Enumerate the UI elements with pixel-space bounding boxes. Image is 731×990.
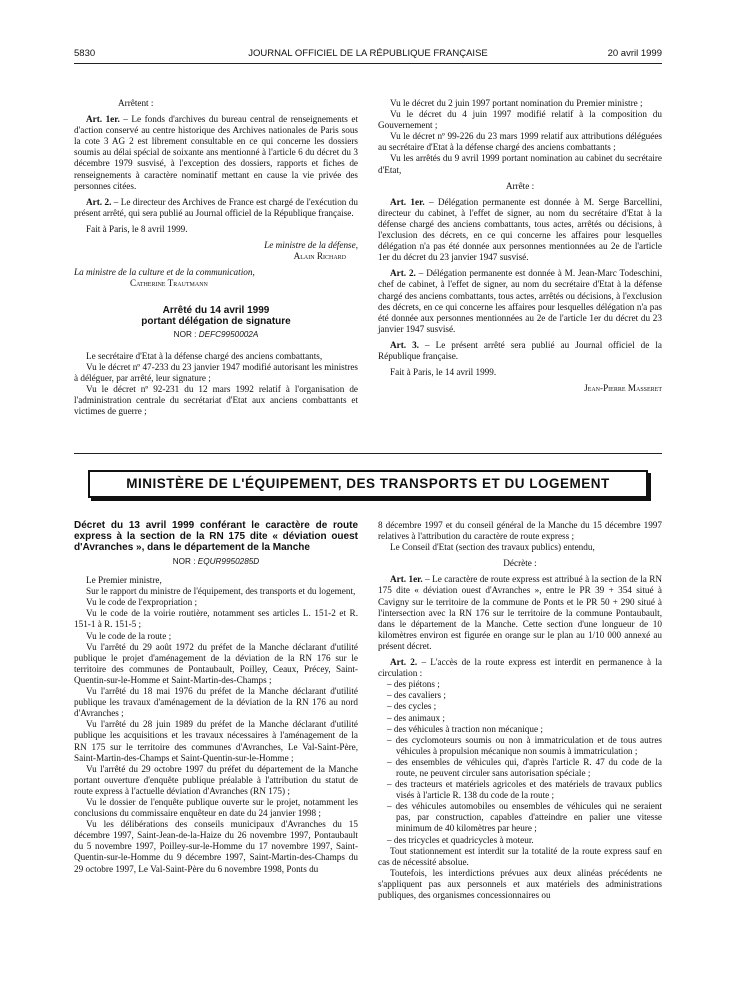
article-label: Art. 3. [390,339,419,350]
vu-decret-99-226: Vu le décret nº 99-226 du 23 mars 1999 relatif aux attributions déléguées au secrétaire d'Etat à la défense chargé des anciens combattants ; [378,131,662,153]
signature: Jean-Pierre Masseret [584,383,662,394]
minister-culture-name: Catherine Trautmann [130,278,208,289]
article-3-publication: Art. 3. – Le présent arrêté sera publié au Journal officiel de la République française. [378,339,662,361]
article-label: Art. 1er. [86,114,120,125]
list-item: – des véhicules à traction non mécanique ; [387,723,543,734]
top-right-column [378,98,662,394]
journal-title: JOURNAL OFFICIEL DE LA RÉPUBLIQUE FRANÇAISE [248,48,488,59]
article-label: Art. 2. [390,657,418,668]
article-label: Art. 1er. [390,196,425,207]
visa-paragraph: Vu l'arrêté du 29 août 1972 du préfet de la Manche déclarant d'utilité publique le projet d'aménagement de la déviation de la RN 176 sur le territoire des communes de Pontaubault, Poilley, Ceaux, Précey, Saint-Quentin-sur-le-Homme et Saint-Martin-des-Champs ; [74,641,358,685]
arrete-heading: Arrête : [505,180,535,191]
decrete-heading: Décrète : [503,558,537,569]
list-item: – des tracteurs et matériels agricoles et des matériels de travaux publics visés à l'article R. 138 du code de la route ; [387,779,662,801]
article-1-delegation: Art. 1er. – Délégation permanente est donnée à M. Serge Barcellini, directeur du cabinet, à l'effet de signer, au nom du secrétaire d'Etat à la défense chargé des anciens combattants, tous actes, arrêtés ou décisions, à l'exclusion des décrets, en ce qui concerne les affaires pour lesquelles délégation n'a pas été donnée aux personnes mentionnées au 2e de l'article 1er du décret du 23 janvier 1947 susvisé. [378,196,662,263]
list-item: – des cyclomoteurs soumis ou non à immatriculation et de tous autres véhicules à propulsion mécanique non soumis à immatriculation ; [387,734,662,756]
article-1-archives: Art. 1er. – Le fonds d'archives du bureau central de renseignements et d'action conservé au centre historique des Archives nationales de Paris sous la cote 3 AG 2 est librement consultable en ce qui concerne les dossiers soumis au délai spécial de soixante ans mentionné à l'article 6 du décret du 3 décembre 1979 susvisé, à l'exception des dossiers, rapports et fiches de renseignements à caractère nominatif mettant en cause la vie privée des personnes citées. [74,114,358,191]
visa-paragraph: Vu l'arrêté du 18 mai 1976 du préfet de la Manche déclarant d'utilité publique les travaux d'aménagement de la déviation de la RN 176 au nord d'Avranches ; [74,686,358,719]
nor-reference: NOR : DEFC9950002A [173,330,259,340]
list-item: – des ensembles de véhicules qui, d'après l'article R. 47 du code de la route, ne peuvent circuler sans autorisation spéciale ; [387,756,662,778]
top-left-column [74,98,358,417]
vu-decret-47-233: Vu le décret nº 47-233 du 23 janvier 1947 modifié autorisant les ministres à déléguer, par arrêté, leur signature ; [74,361,358,383]
fait-a-paris: Fait à Paris, le 8 avril 1999. [86,223,188,234]
bottom-left-column [74,520,358,875]
list-item: – des tricycles et quadricycles à moteur. [387,834,534,845]
vu-decret-4-juin: Vu le décret du 4 juin 1997 modifié relatif à la composition du Gouvernement ; [378,109,662,131]
article-1-route-express: Art. 1er. – Le caractère de route express est attribué à la section de la RN 175 dite « déviation ouest d'Avranches », entre le PR 39 + 354 situé à Cavigny sur le territoire de la commune de Ponts et le PR 50 + 290 situé à l'intersection avec la RN 176 sur le territoire de la commune Pontaubault, dans le département de la Manche. Cette section d'une longueur de 10 kilomètres environ est figurée en orange sur le plan au 1/10 000 annexé au présent décret. [378,574,662,651]
page-header [74,48,662,62]
stationnement-interdit: Tout stationnement est interdit sur la totalité de la route express sauf en cas de nécessité absolue. [378,845,662,867]
article-2-delegation: Art. 2. – Délégation permanente est donnée à M. Jean-Marc Todeschini, chef de cabinet, à l'effet de signer, au nom du secrétaire d'Etat à la défense chargé des anciens combattants, tous actes, arrêtés ou décisions, à l'exclusion des décrets, en ce qui concerne les affaires pour lesquelles délégation n'a pas été donnée aux personnes mentionnées au 2e de l'article 1er du décret du 23 janvier 1947 susvisé. [378,268,662,334]
preamble-secretaire: Le secrétaire d'Etat à la défense chargé des anciens combattants, [86,350,323,361]
list-item: – des cycles ; [387,701,437,712]
vu-arretes-9-avril: Vu les arrêtés du 9 avril 1999 portant nomination au cabinet du secrétaire d'Etat, [378,153,662,175]
ministry-banner: MINISTÈRE DE L'ÉQUIPEMENT, DES TRANSPORTS ET DU LOGEMENT [88,470,648,498]
prohibited-list [378,679,662,845]
minister-culture-title: La ministre de la culture et de la communication, [74,267,255,278]
issue-date: 20 avril 1999 [607,48,662,59]
list-item: – des cavaliers ; [387,690,446,701]
list-item: – des animaux ; [387,712,445,723]
minister-defense-title: Le ministre de la défense, [264,240,358,251]
visa-continuation: 8 décembre 1997 et du conseil général de la Manche du 15 décembre 1997 relatives à l'attribution du caractère de route express ; [378,520,662,542]
decree-title: Décret du 13 avril 1999 conférant le caractère de route express à la section de la RN 175 dite « déviation ouest d'Avranches », dans le département de la Manche [74,520,358,553]
list-item: – des véhicules automobiles ou ensembles de véhicules qui ne seraient pas, par construction, capables d'atteindre en palier une vitesse minimum de 40 kilomètres par heure ; [387,801,662,834]
arretent-heading: Arrêtent : [118,98,154,108]
bottom-right-column [378,520,662,901]
visa-paragraph: Vu les délibérations des conseils municipaux d'Avranches du 15 décembre 1997, Saint-Jean-de-la-Haize du 26 novembre 1997, Pontaubault du 5 novembre 1997, Poilley-sur-le-Homme du 17 novembre 1997, Saint-Quentin-sur-le-Homme du 9 décembre 1997, Saint-Martin-des-Champs du 29 octobre 1997, Le Val-Saint-Père du 6 novembre 1998, Ponts du [74,819,358,874]
conseil-etat: Le Conseil d'Etat (section des travaux publics) entendu, [390,542,595,553]
visa-paragraph: Vu l'arrêté du 29 octobre 1997 du préfet du département de la Manche portant ouverture d'enquête publique préalable à l'attribution du statut de route express à l'actuelle déviation d'Avranches (RN 175) ; [74,763,358,796]
vu-decret-2-juin: Vu le décret du 2 juin 1997 portant nomination du Premier ministre ; [390,98,643,108]
nor-reference: NOR : EQUR9950285D [172,557,260,566]
list-item: – des piétons ; [387,679,440,690]
visa-list [74,575,358,875]
visa-paragraph: Sur le rapport du ministre de l'équipement, des transports et du logement, [86,586,356,597]
page-number: 5830 [74,48,96,59]
article-2-acces: Art. 2. – L'accès de la route express est interdit en permanence à la circulation : [378,657,662,679]
header-rule [74,63,662,64]
article-2-archives: Art. 2. – Le directeur des Archives de France est chargé de l'exécution du présent arrêté, qui sera publié au Journal officiel de la République française. [74,196,358,218]
fait-a-paris: Fait à Paris, le 14 avril 1999. [390,367,497,378]
visa-paragraph: Vu le dossier de l'enquête publique ouverte sur le projet, notamment les conclusions du commissaire enquêteur en date du 24 janvier 1998 ; [74,796,358,819]
vu-decret-92-231: Vu le décret nº 92-231 du 12 mars 1992 relatif à l'organisation de l'administration centrale du secrétariat d'Etat aux anciens combattants et victimes de guerre ; [74,383,358,416]
section-separator [74,453,662,454]
article-label: Art. 1er. [390,574,423,585]
visa-paragraph: Vu le code de la voirie routière, notamment ses articles L. 151-2 et R. 151-1 à R. 151-5 ; [74,608,358,630]
visa-paragraph: Vu l'arrêté du 28 juin 1989 du préfet de la Manche déclarant d'utilité publique les acquisitions et les travaux nécessaires à l'aménagement de la RN 175 sur le territoire des communes d'Avranches, Le Val-Saint-Père, Saint-Martin-des-Champs et Saint-Quentin-sur-le-Homme ; [74,719,358,763]
toutefois-paragraph: Toutefois, les interdictions prévues aux deux alinéas précédents ne s'appliquent pas aux personnels et aux matériels des administrations publiques, des organismes concessionnaires ou [378,867,662,900]
visa-paragraph: Le Premier ministre, [86,575,162,586]
article-label: Art. 2. [390,268,416,279]
decree-title-line-1: Arrêté du 14 avril 1999 [162,305,270,317]
minister-defense-name: Alain Richard [293,251,346,262]
decree-title-line-2: portant délégation de signature [141,316,291,328]
visa-paragraph: Vu le code de l'expropriation ; [86,597,198,608]
visa-paragraph: Vu le code de la route ; [86,630,172,641]
article-label: Art. 2. [86,196,112,207]
